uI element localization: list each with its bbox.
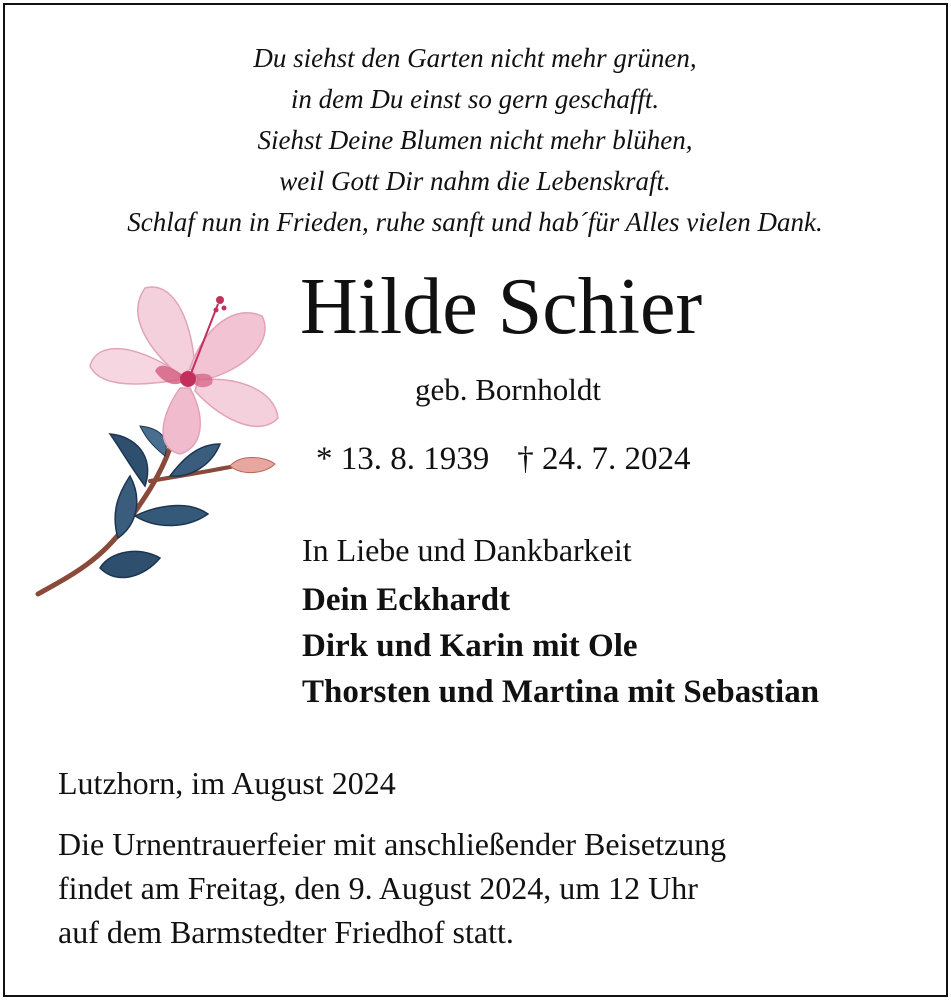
mourner-line: Dirk und Karin mit Ole bbox=[302, 628, 638, 664]
place-date: Lutzhorn, im August 2024 bbox=[58, 765, 396, 801]
ceremony-line: auf dem Barmstedter Friedhof statt. bbox=[58, 914, 514, 950]
life-dates bbox=[316, 437, 691, 481]
poem-line: Schlaf nun in Frieden, ruhe sanft und hab´für Alles vielen Dank. bbox=[127, 207, 823, 237]
mourner-line: Dein Eckhardt bbox=[302, 582, 511, 618]
deceased-name: Hilde Schier bbox=[300, 263, 703, 351]
mourners-intro: In Liebe und Dankbarkeit bbox=[302, 532, 632, 568]
poem-line: Siehst Deine Blumen nicht mehr blühen, bbox=[257, 125, 693, 155]
poem-line: in dem Du einst so gern geschafft. bbox=[290, 84, 660, 114]
ceremony-line: findet am Freitag, den 9. August 2024, um 12 Uhr bbox=[58, 870, 698, 906]
ceremony-line: Die Urnentrauerfeier mit anschließender Beisetzung bbox=[58, 826, 727, 862]
mourners-list bbox=[302, 577, 819, 715]
poem bbox=[20, 38, 930, 243]
hibiscus-flower-icon bbox=[30, 276, 290, 606]
poem-line: weil Gott Dir nahm die Lebenskraft. bbox=[279, 166, 671, 196]
birth-name: geb. Bornholdt bbox=[415, 372, 601, 407]
birth-date: * 13. 8. 1939 bbox=[316, 441, 490, 477]
mourner-line: Thorsten und Martina mit Sebastian bbox=[302, 674, 820, 710]
poem-line: Du siehst den Garten nicht mehr grünen, bbox=[253, 43, 697, 73]
ceremony-notice bbox=[58, 822, 726, 954]
death-date: † 24. 7. 2024 bbox=[517, 441, 691, 477]
